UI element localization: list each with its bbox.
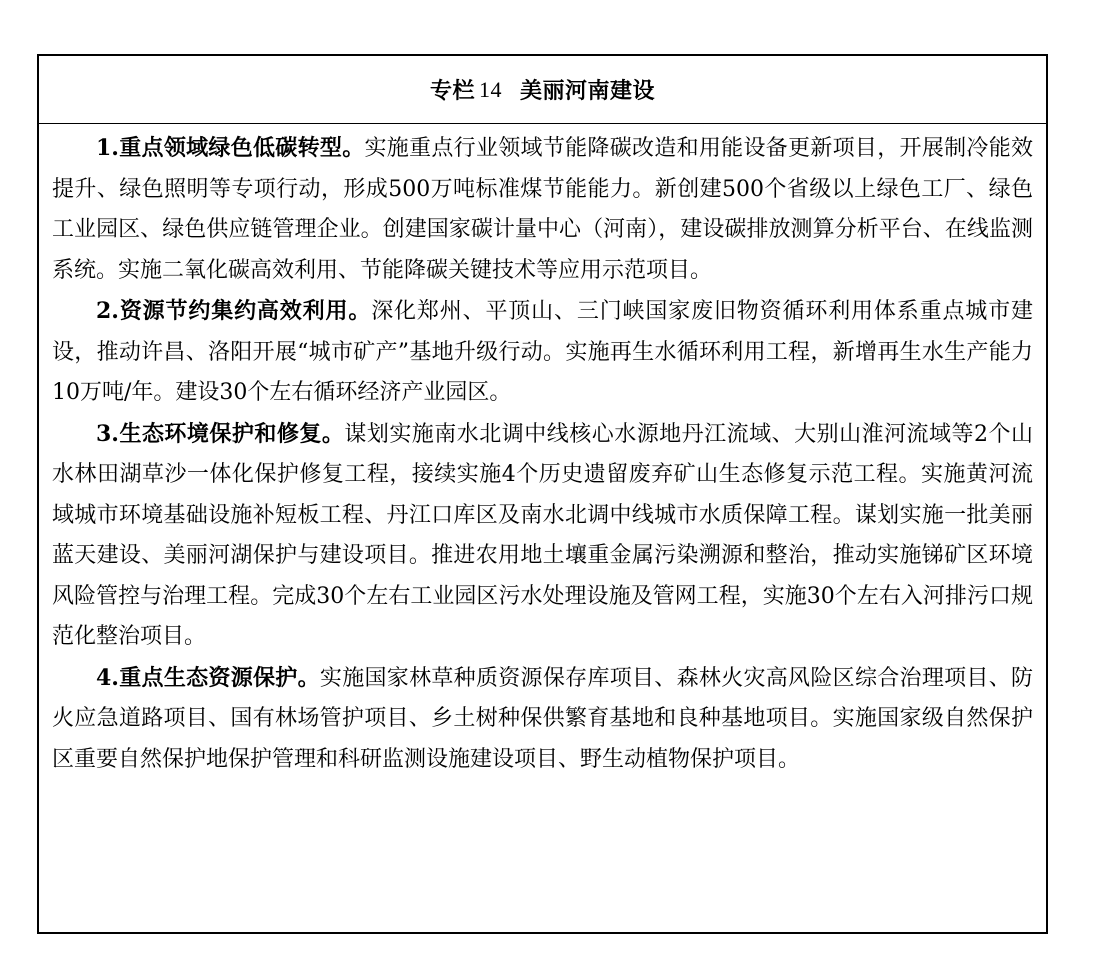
item-heading-1: 1.重点领域绿色低碳转型。 [96, 135, 365, 161]
item-paragraph-3 [52, 414, 1033, 658]
item-paragraph-1 [52, 128, 1033, 291]
column-body [39, 124, 1046, 780]
item-heading-3: 3.生态环境保护和修复。 [96, 420, 345, 447]
column-title [39, 56, 1046, 124]
item-text-3: 谋划实施南水北调中线核心水源地丹江流域、大别山淮河流域等2个山水林田湖草沙一体化保护修复工程，接续实施4个历史遗留废弃矿山生态修复示范工程。实施黄河流域城市环境基础设施补短板工程、丹江口库区及南水北调中线城市水质保障工程。谋划实施一批美丽蓝天建设、美丽河湖保护与建设项目。推进农用地土壤重金属污染溯源和整治，推动实施锑矿区环境风险管控与治理工程。完成30个左右工业园区污水处理设施及管网工程，实施30个左右入河排污口规范化整治项目。 [52, 421, 1034, 649]
column-title-number: 14 [479, 76, 502, 102]
item-text-4: 实施国家林草种质资源保存库项目、森林火灾高风险区综合治理项目、防火应急道路项目、国有林场管护项目、乡土树种保供繁育基地和良种基地项目。实施国家级自然保护区重要自然保护地保护管理和科研监测设施建设项目、野生动植物保护项目。 [52, 665, 1033, 772]
item-paragraph-2 [52, 291, 1033, 414]
item-text-1: 实施重点行业领域节能降碳改造和用能设备更新项目，开展制冷能效提升、绿色照明等专项行动，形成500万吨标准煤节能能力。新创建500个省级以上绿色工厂、绿色工业园区、绿色供应链管理企业。创建国家碳计量中心（河南），建设碳排放测算分析平台、在线监测系统。实施二氧化碳高效利用、节能降碳关键技术等应用示范项目。 [52, 136, 1033, 283]
column-title-prefix: 专栏 [429, 78, 475, 104]
column-title-text: 美丽河南建设 [520, 78, 656, 104]
item-paragraph-4 [52, 658, 1033, 781]
item-heading-4: 4.重点生态资源保护。 [96, 664, 320, 691]
item-heading-2: 2.资源节约集约高效利用。 [96, 298, 372, 324]
item-text-2: 深化郑州、平顶山、三门峡国家废旧物资循环利用体系重点城市建设，推动许昌、洛阳开展“城市矿产”基地升级行动。实施再生水循环利用工程，新增再生水生产能力10万吨/年。建设30个左右循环经济产业园区。 [52, 299, 1034, 405]
column-box [37, 54, 1048, 934]
